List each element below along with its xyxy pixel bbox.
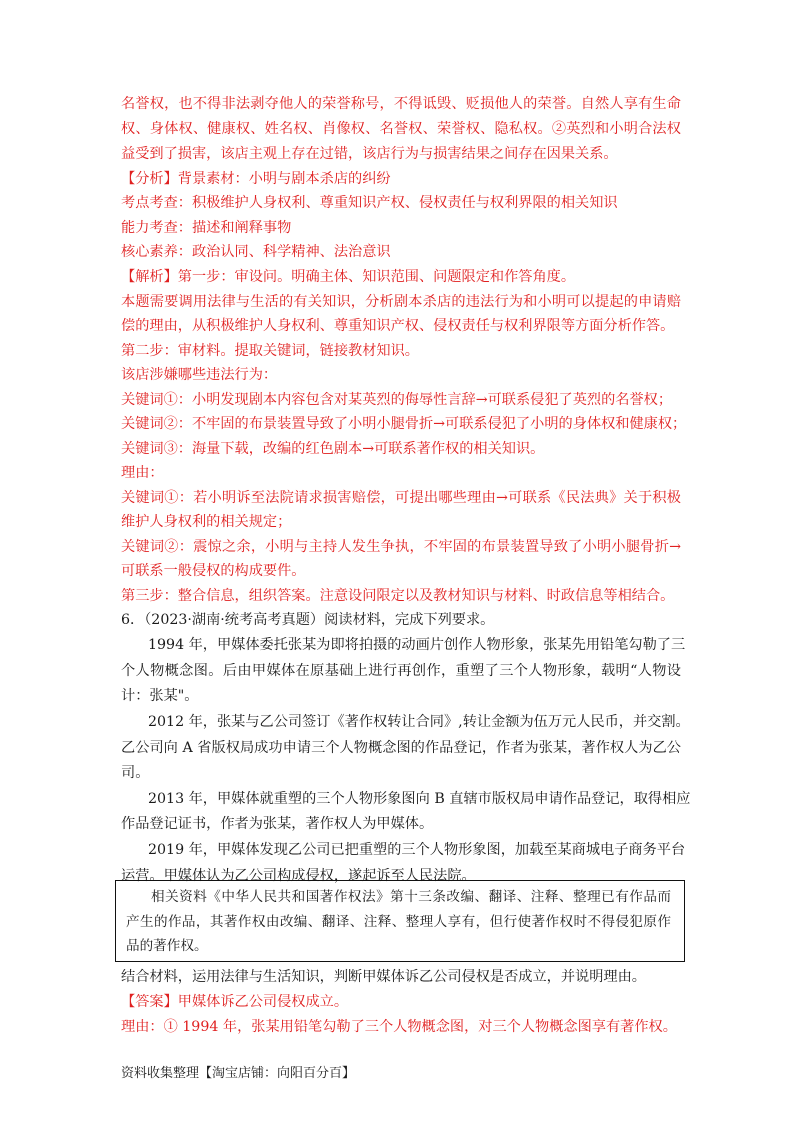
text-line: 益受到了损害，该店主观上存在过错，该店行为与损害结果之间存在因果关系。 <box>121 146 618 162</box>
explanation-heading: 【解析】第一步：审设问。明确主体、知识范围、问题限定和作答角度。 <box>121 269 576 285</box>
text-line: 可联系一般侵权的构成要件。 <box>121 563 306 579</box>
question-number: 6． <box>121 612 145 628</box>
keyword-line: 关键词②：不牢固的布景装置导致了小明小腿骨折→可联系侵犯了小明的身体权和健康权； <box>121 416 687 432</box>
text-line: 核心素养：政治认同、科学精神、法治意识 <box>121 244 391 260</box>
text-line: 偿的理由，从积极维护人身权利、尊重知识产权、侵权责任与权利界限等方面分析作答。 <box>121 318 675 334</box>
text-line: 权、身体权、健康权、姓名权、肖像权、名誉权、荣誉权、隐私权。②英烈和小明合法权 <box>121 121 681 137</box>
text-line: 理由： <box>121 465 164 481</box>
keyword-line: 关键词①：若小明诉至法院请求损害赔偿，可提出哪些理由→可联系《民法典》关于积极 <box>121 490 681 506</box>
reason-line: 理由：① 1994 年，张某用铅笔勾勒了三个人物概念图，对三个人物概念图享有著作权。 <box>121 1019 677 1035</box>
text-line: 考点考查：积极维护人身权利、尊重知识产权、侵权责任与权利界限的相关知识 <box>121 195 618 211</box>
question-intro: （2023·湖南·统考高考真题）阅读材料，完成下列要求。 <box>144 612 495 628</box>
question-header <box>121 609 494 631</box>
keyword-line: 关键词③：海量下载，改编的红色剧本→可联系著作权的相关知识。 <box>121 441 545 457</box>
material-line: 计：张某"。 <box>121 688 199 704</box>
keyword-line: 关键词②：震惊之余，小明与主持人发生争执，不牢固的布景装置导致了小明小腿骨折→ <box>121 539 681 555</box>
question-prompt: 结合材料，运用法律与生活知识，判断甲媒体诉乙公司侵权是否成立，并说明理由。 <box>121 969 646 985</box>
material-line: 2013 年，甲媒体就重塑的三个人物形象图向 B 直辖市版权局申请作品登记，取得相应 <box>148 791 691 807</box>
keyword-line: 关键词①：小明发现剧本内容包含对某英烈的侮辱性言辞→可联系侵犯了英烈的名誉权； <box>121 392 673 408</box>
related-material-box <box>115 880 685 962</box>
material-line: 运营。甲媒体认为乙公司构成侵权，遂起诉至人民法院。 <box>121 868 476 884</box>
material-line: 个人物概念图。后由甲媒体在原基础上进行再创作，重塑了三个人物形象，载明“人物设 <box>121 663 681 679</box>
material-line: 2019 年，甲媒体发现乙公司已把重塑的三个人物形象图，加载至某商城电子商务平台 <box>148 842 686 858</box>
material-line: 2012 年，张某与乙公司签订《著作权转让合同》,转让金额为伍万元人民币，并交割。 <box>148 714 690 730</box>
answer-line: 【答案】甲媒体诉乙公司侵权成立。 <box>121 994 349 1010</box>
material-line: 作品登记证书，作者为张某，著作权人为甲媒体。 <box>121 816 434 832</box>
page-footer: 资料收集整理【淘宝店铺：向阳百分百】 <box>121 1066 356 1081</box>
text-line: 第三步：整合信息，组织答案。注意设问限定以及教材知识与材料、时政信息等相结合。 <box>121 588 675 604</box>
text-line: 名誉权，也不得非法剥夺他人的荣誉称号，不得诋毁、贬损他人的荣誉。自然人享有生命 <box>121 96 681 112</box>
box-line: 品的著作权。 <box>126 938 208 954</box>
text-line: 该店涉嫌哪些违法行为： <box>121 367 278 383</box>
material-line: 1994 年，甲媒体委托张某为即将拍摄的动画片创作人物形象，张某先用铅笔勾勒了三 <box>148 637 686 653</box>
text-line: 第二步：审材料。提取关键词，链接教材知识。 <box>121 343 419 359</box>
box-line: 相关资料《中华人民共和国著作权法》第十三条改编、翻译、注释、整理已有作品而 <box>151 889 671 905</box>
analysis-heading: 【分析】背景素材：小明与剧本杀店的纠纷 <box>121 171 391 187</box>
text-line: 本题需要调用法律与生活的有关知识，分析剧本杀店的违法行为和小明可以提起的申请赔 <box>121 294 681 310</box>
text-line: 能力考查：描述和阐释事物 <box>121 220 292 236</box>
box-line: 产生的作品，其著作权由改编、翻译、注释、整理人享有，但行使著作权时不得侵犯原作 <box>126 914 671 930</box>
material-line: 司。 <box>121 765 150 781</box>
material-line: 乙公司向 A 省版权局成功申请三个人物概念图的作品登记，作者为张某，著作权人为乙公 <box>121 740 681 756</box>
text-line: 维护人身权利的相关规定； <box>121 514 292 530</box>
